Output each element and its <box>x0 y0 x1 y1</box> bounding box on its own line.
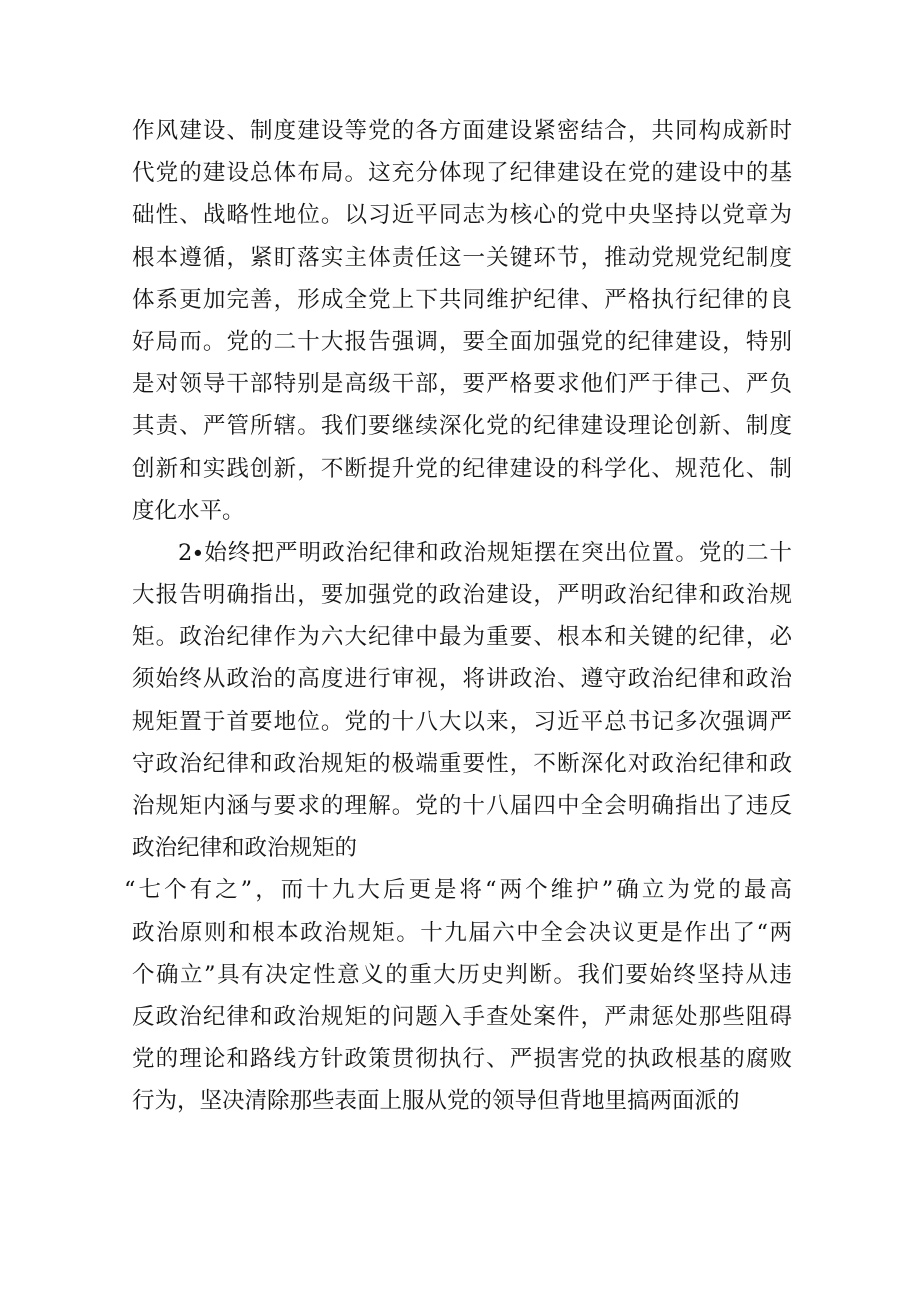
text-line: 政治原则和根本政治规矩。十九届六中全会决议更是作出了“两 <box>132 919 792 946</box>
text-line: 代党的建设总体布局。这充分体现了纪律建设在党的建设中的基 <box>132 160 792 187</box>
text-line: 础性、战略性地位。以习近平同志为核心的党中央坚持以党章为 <box>132 202 792 229</box>
text-line: 根本遵循，紧盯落实主体责任这一关键环节，推动党规党纪制度 <box>132 244 792 271</box>
text-line: 是对领导干部特别是高级干部，要严格要求他们严于律己、严负 <box>132 371 792 398</box>
text-line: 度化水平。 <box>132 497 245 524</box>
text-line: 其责、严管所辖。我们要继续深化党的纪律建设理论创新、制度 <box>132 413 792 440</box>
text-line: 创新和实践创新，不断提升党的纪律建设的科学化、规范化、制 <box>132 455 792 482</box>
section-heading-line: 2∙始终把严明政治纪律和政治规矩摆在突出位置。党的二十 <box>178 539 792 566</box>
text-line: 政治纪律和政治规矩的 <box>132 835 358 862</box>
text-line: “七个有之”，而十九大后更是将“两个维护”确立为党的最高 <box>124 877 792 904</box>
text-line: 规矩置于首要地位。党的十八大以来，习近平总书记多次强调严 <box>132 708 792 735</box>
text-line: 须始终从政治的高度进行审视，将讲政治、遵守政治纪律和政治 <box>132 666 792 693</box>
text-line: 体系更加完善，形成全党上下共同维护纪律、严格执行纪律的良 <box>132 286 792 313</box>
body-text <box>124 110 792 1123</box>
text-line: 反政治纪律和政治规矩的问题入手查处案件，严肃惩处那些阻碍 <box>132 1003 792 1030</box>
text-line: 党的理论和路线方针政策贯彻执行、严损害党的执政根基的腐败 <box>132 1046 792 1073</box>
text-line: 个确立”具有决定性意义的重大历史判断。我们要始终坚持从违 <box>132 961 792 988</box>
text-line: 守政治纪律和政治规矩的极端重要性，不断深化对政治纪律和政 <box>132 750 792 777</box>
text-line: 大报告明确指出，要加强党的政治建设，严明政治纪律和政治规 <box>132 582 792 609</box>
text-line: 矩。政治纪律作为六大纪律中最为重要、根本和关键的纪律，必 <box>132 624 792 651</box>
text-line: 治规矩内涵与要求的理解。党的十八届四中全会明确指出了违反 <box>132 793 792 819</box>
text-line: 好局而。党的二十大报告强调，要全面加强党的纪律建设，特别 <box>132 328 792 355</box>
text-line: 作风建设、制度建设等党的各方面建设紧密结合，共同构成新时 <box>132 118 792 144</box>
text-line: 行为，坚决清除那些表面上服从党的领导但背地里搞两面派的 <box>132 1088 740 1115</box>
